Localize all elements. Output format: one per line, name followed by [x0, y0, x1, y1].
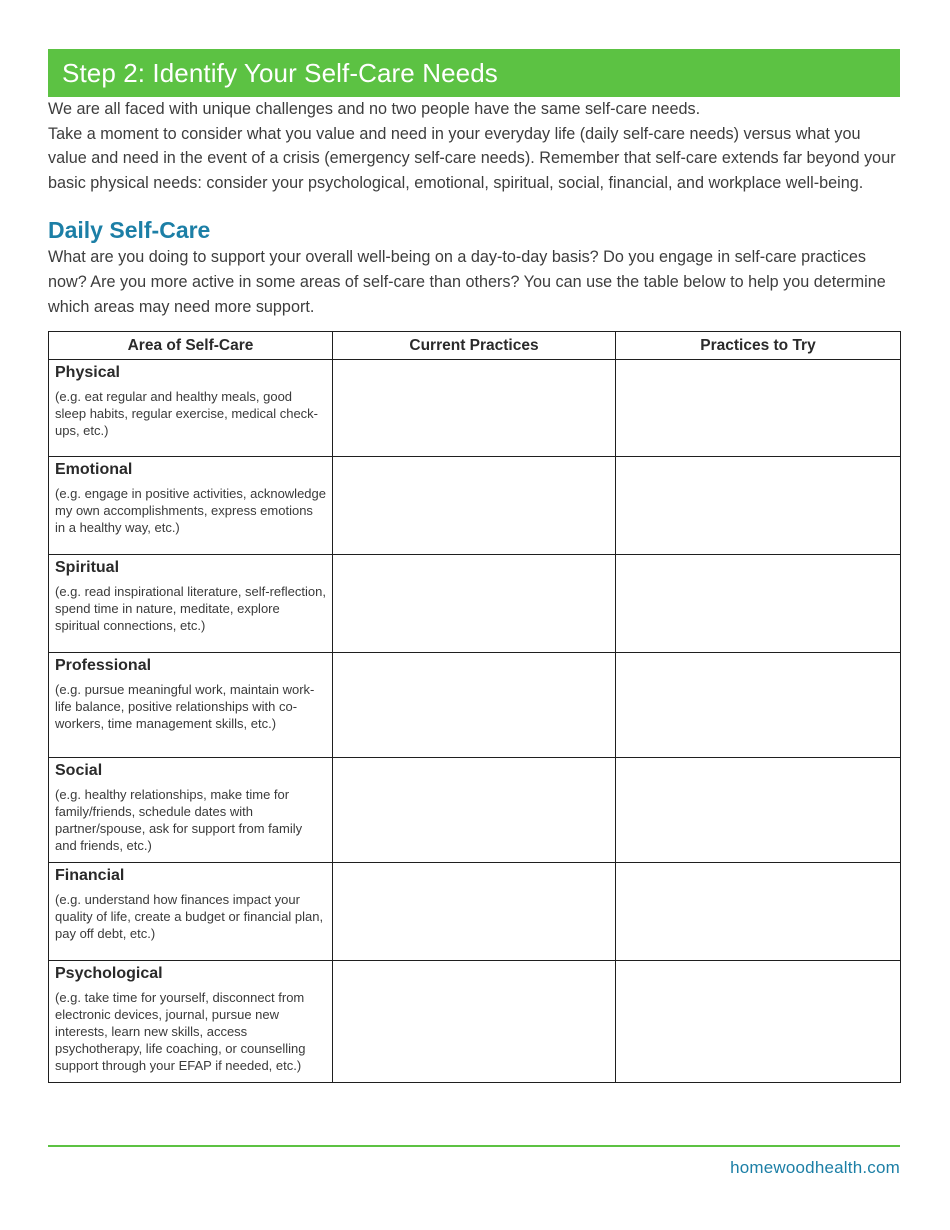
area-cell-professional — [49, 653, 333, 758]
intro-paragraph-2: Take a moment to consider what you value and need in your everyday life (daily self-care needs) versus what you value and need in the event of a crisis (emergency self-care needs). Remember that self-care extends far beyond your basic physical needs: consider your psychological, emotional, spiritual, social, financial, and workplace well-being. — [48, 124, 896, 192]
daily-self-care-heading: Daily Self-Care — [48, 217, 211, 244]
area-title: Emotional — [55, 461, 133, 479]
footer-website-link[interactable]: homewoodhealth.com — [730, 1158, 900, 1177]
area-cell-spiritual — [49, 555, 333, 653]
practices-to-try-cell[interactable] — [616, 555, 901, 653]
current-practices-cell[interactable] — [333, 555, 616, 653]
area-description: (e.g. understand how finances impact your quality of life, create a budget or financial plan, pay off debt, etc.) — [55, 892, 324, 942]
page-title: Step 2: Identify Your Self-Care Needs — [62, 57, 498, 88]
area-title: Spiritual — [55, 559, 120, 577]
area-cell-psychological — [49, 961, 333, 1083]
header-area: Area of Self-Care — [49, 332, 333, 360]
table-row — [49, 961, 901, 1083]
table-row — [49, 555, 901, 653]
current-practices-cell[interactable] — [333, 863, 616, 961]
area-description: (e.g. read inspirational literature, self-reflection, spend time in nature, meditate, explore spiritual connections, etc.) — [55, 584, 326, 634]
current-practices-cell[interactable] — [333, 457, 616, 555]
current-practices-cell[interactable] — [333, 653, 616, 758]
area-description: (e.g. pursue meaningful work, maintain work-life balance, positive relationships with co-workers, time management skills, etc.) — [55, 682, 315, 732]
current-practices-cell[interactable] — [333, 961, 616, 1083]
area-description: (e.g. take time for yourself, disconnect from electronic devices, journal, pursue new interests, learn new skills, access psychotherapy, life coaching, or counselling support through your EFAP if needed, etc.) — [55, 990, 306, 1074]
area-title: Physical — [55, 364, 120, 382]
table-row — [49, 653, 901, 758]
area-cell-physical — [49, 360, 333, 457]
step-banner — [48, 49, 900, 97]
table-row — [49, 360, 901, 457]
area-title: Financial — [55, 867, 125, 885]
self-care-table — [48, 331, 901, 1083]
area-title: Social — [55, 762, 103, 780]
area-title: Professional — [55, 657, 152, 675]
table-row — [49, 758, 901, 863]
table-header-row — [49, 332, 901, 360]
table-row — [49, 863, 901, 961]
footer-divider — [48, 1145, 900, 1147]
intro-paragraph-1: We are all faced with unique challenges and no two people have the same self-care needs. — [48, 100, 701, 118]
worksheet-page — [48, 49, 900, 1083]
area-description: (e.g. eat regular and healthy meals, good sleep habits, regular exercise, medical check-ups, etc.) — [55, 389, 319, 439]
header-current-practices: Current Practices — [333, 332, 616, 360]
daily-self-care-paragraph: What are you doing to support your overall well-being on a day-to-day basis? Do you engage in self-care practices now? Are you more active in some areas of self-care than others? You can use the table below to help you determine which areas may need more support. — [48, 248, 886, 316]
practices-to-try-cell[interactable] — [616, 457, 901, 555]
area-cell-financial — [49, 863, 333, 961]
area-description: (e.g. healthy relationships, make time for family/friends, schedule dates with partner/spouse, ask for support from family and friends, etc.) — [55, 787, 303, 854]
area-cell-emotional — [49, 457, 333, 555]
table-row — [49, 457, 901, 555]
header-practices-to-try: Practices to Try — [616, 332, 901, 360]
practices-to-try-cell[interactable] — [616, 653, 901, 758]
area-title: Psychological — [55, 965, 163, 983]
practices-to-try-cell[interactable] — [616, 758, 901, 863]
practices-to-try-cell[interactable] — [616, 961, 901, 1083]
current-practices-cell[interactable] — [333, 758, 616, 863]
practices-to-try-cell[interactable] — [616, 360, 901, 457]
area-cell-social — [49, 758, 333, 863]
practices-to-try-cell[interactable] — [616, 863, 901, 961]
current-practices-cell[interactable] — [333, 360, 616, 457]
area-description: (e.g. engage in positive activities, acknowledge my own accomplishments, express emotions in a healthy way, etc.) — [55, 486, 326, 536]
